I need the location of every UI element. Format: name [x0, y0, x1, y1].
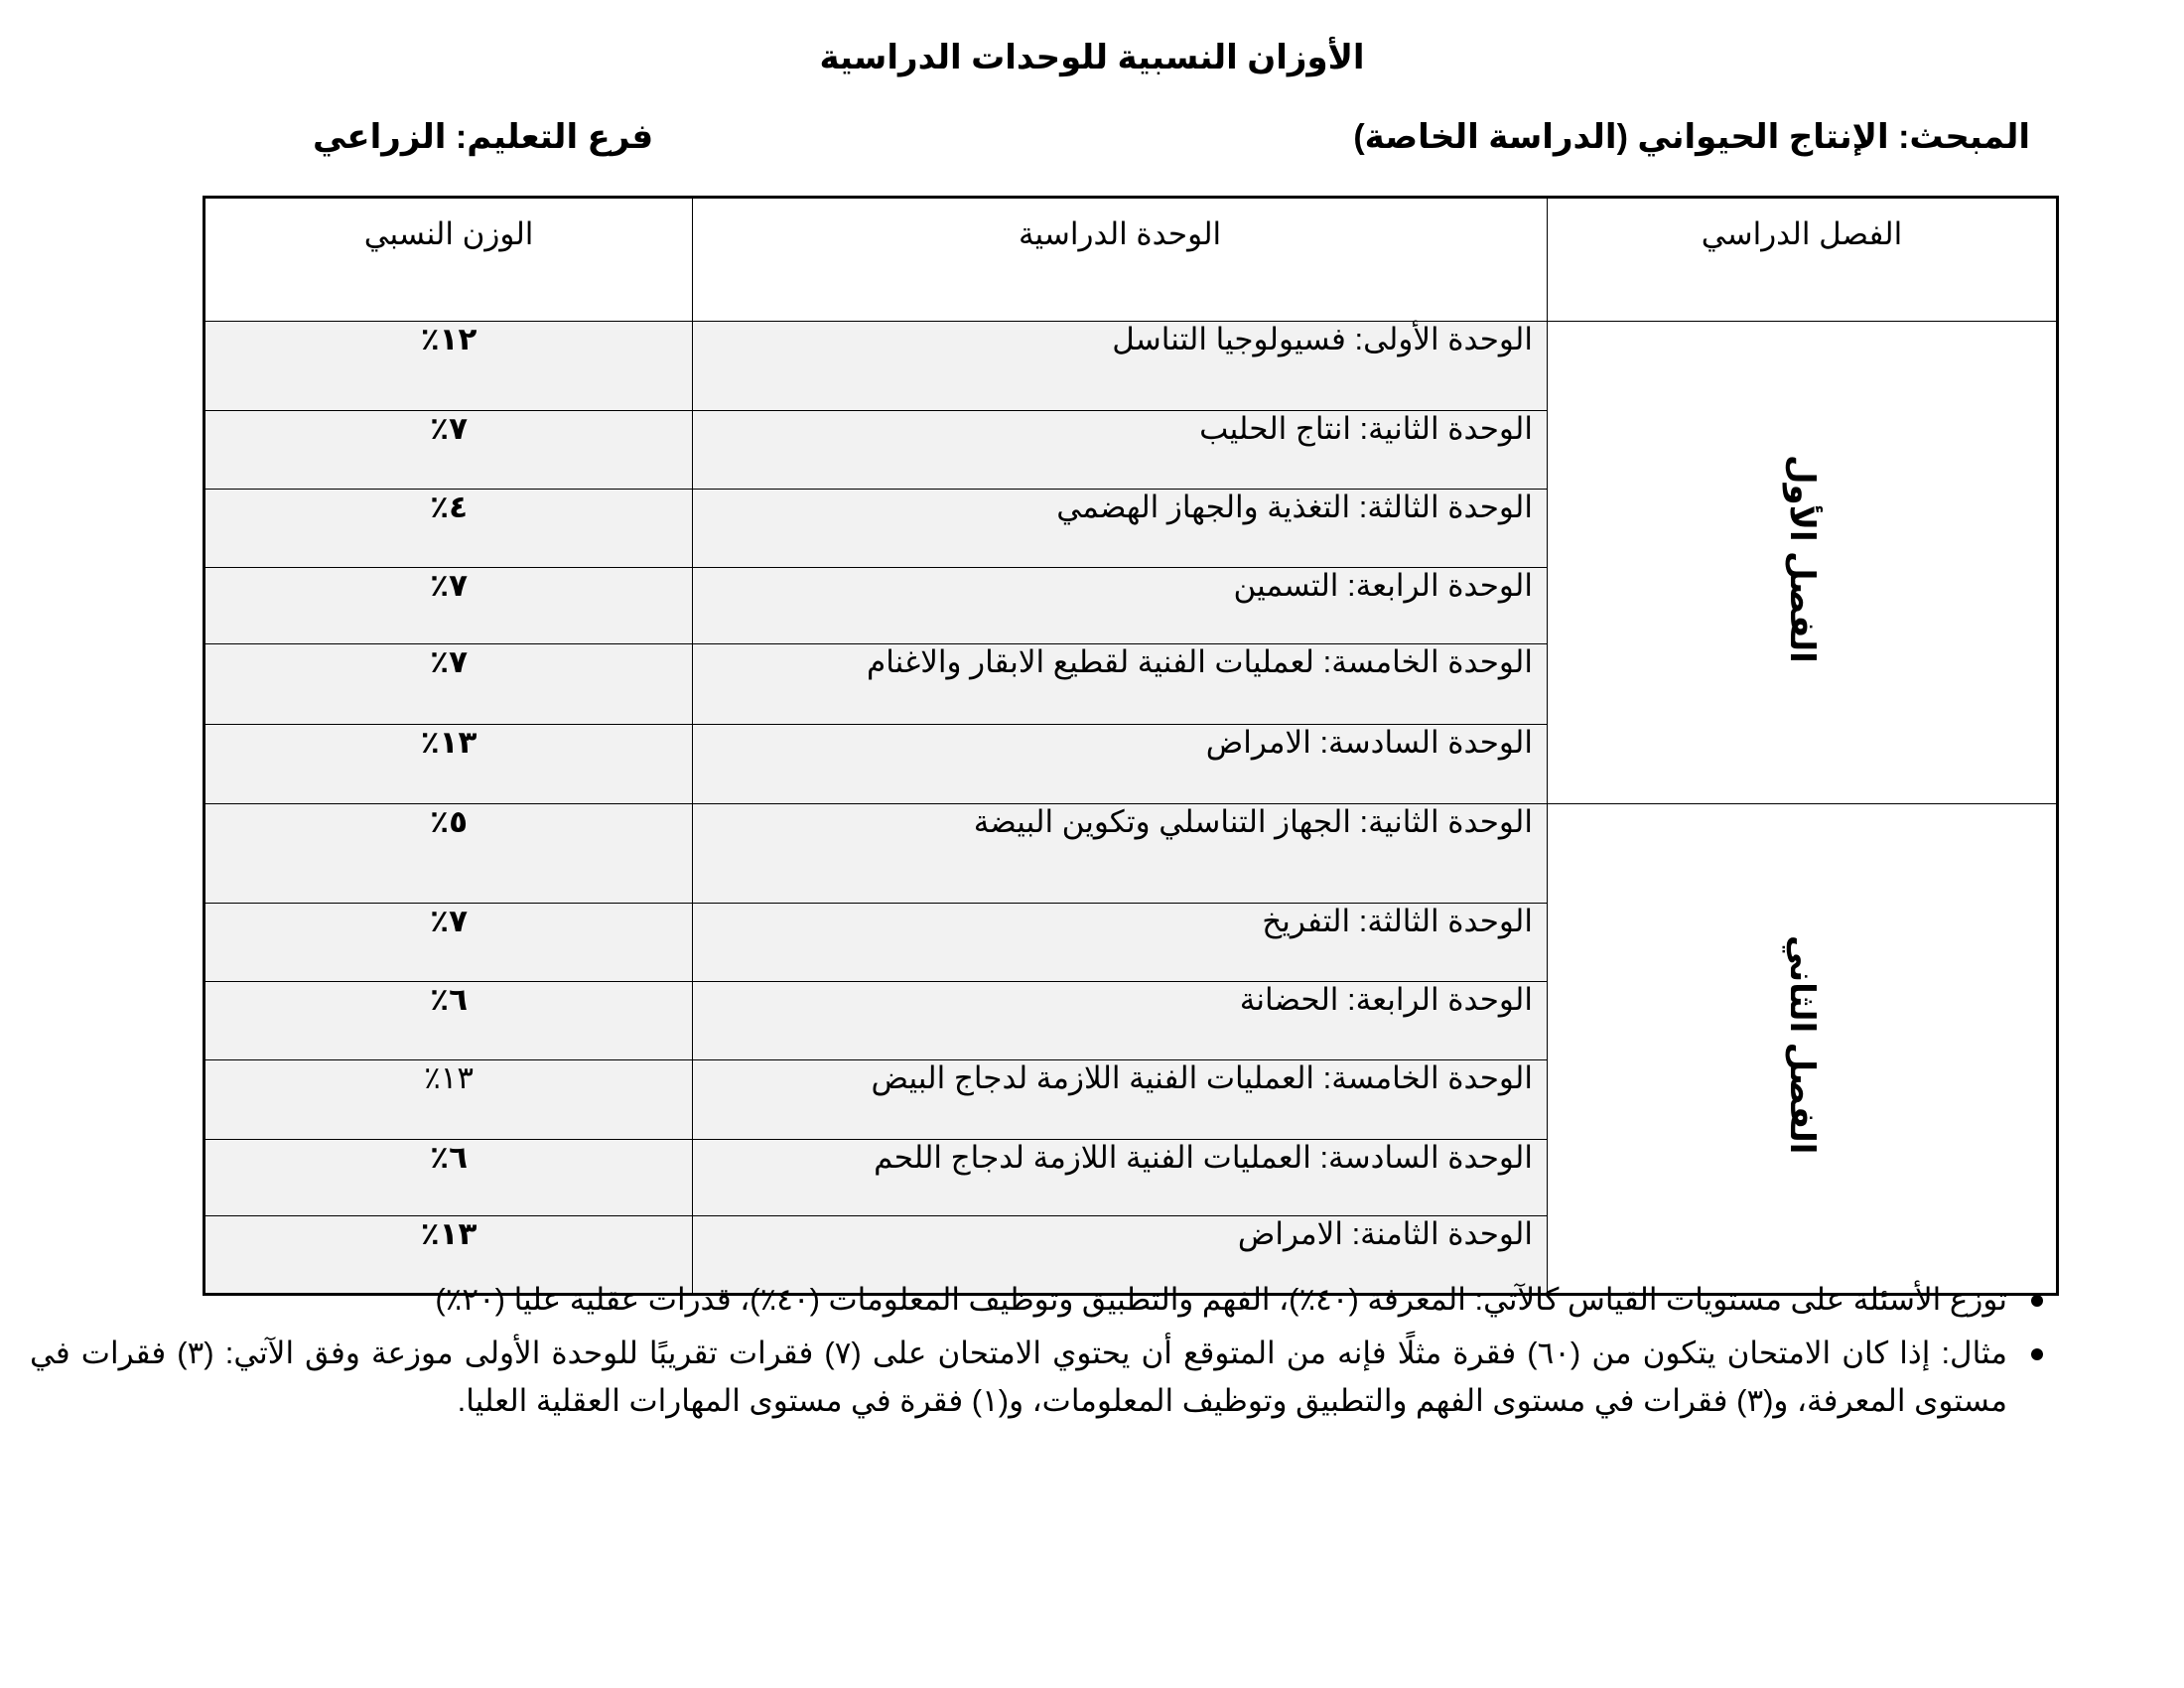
bullet-icon	[2031, 1295, 2043, 1307]
weight-cell: ١٢٪	[205, 322, 693, 411]
weight-cell: ٦٪	[205, 1140, 693, 1216]
note-text: مثال: إذا كان الامتحان يتكون من (٦٠) فقرة مثلًا فإنه من المتوقع أن يحتوي الامتحان على (٧) فقرات تقريبًا للوحدة الأولى موزعة وفق الآتي: (٣) فقرات في مستوى المعرفة، و(٣) فقرات في مستوى الفهم والتطبيق وتوظيف المعلومات، و(١) فقرة في مستوى المهارات العقلية العليا.	[30, 1336, 2007, 1418]
unit-cell: الوحدة الرابعة: الحضانة	[693, 982, 1548, 1060]
table-header-row	[205, 198, 2058, 322]
unit-cell: الوحدة الثالثة: التفريخ	[693, 904, 1548, 982]
weight-cell: ١٣٪	[205, 725, 693, 804]
branch-label: فرع التعليم: الزراعي	[313, 118, 654, 156]
weight-cell: ٧٪	[205, 904, 693, 982]
notes-list	[30, 1276, 2045, 1431]
unit-cell: الوحدة الأولى: فسيولوجيا التناسل	[693, 322, 1548, 411]
term-cell-second	[1547, 804, 2057, 1295]
page-title: الأوزان النسبية للوحدات الدراسية	[819, 39, 1365, 76]
weights-table	[203, 196, 2059, 1296]
note-item	[30, 1276, 2045, 1324]
unit-cell: الوحدة الثانية: الجهاز التناسلي وتكوين البيضة	[693, 804, 1548, 904]
note-item	[30, 1330, 2045, 1425]
subject-label: المبحث: الإنتاج الحيواني (الدراسة الخاصة)	[1353, 118, 2030, 156]
weight-cell: ٦٪	[205, 982, 693, 1060]
weight-cell: ٧٪	[205, 644, 693, 725]
unit-cell: الوحدة الخامسة: لعمليات الفنية لقطيع الابقار والاغنام	[693, 644, 1548, 725]
weight-cell: ١٣٪	[205, 1060, 693, 1140]
weight-cell: ٥٪	[205, 804, 693, 904]
unit-cell: الوحدة الرابعة: التسمين	[693, 568, 1548, 644]
weight-cell: ٧٪	[205, 411, 693, 490]
unit-cell: الوحدة الخامسة: العمليات الفنية اللازمة لدجاج البيض	[693, 1060, 1548, 1140]
table-row	[205, 804, 2058, 904]
column-header-term: الفصل الدراسي	[1547, 198, 2057, 322]
term-cell-first	[1547, 322, 2057, 804]
column-header-weight: الوزن النسبي	[205, 198, 693, 322]
weight-cell: ١٣٪	[205, 1216, 693, 1295]
table-row	[205, 322, 2058, 411]
bullet-icon	[2031, 1348, 2043, 1360]
term-label: الفصل الأول	[1782, 454, 1821, 663]
unit-cell: الوحدة السادسة: العمليات الفنية اللازمة لدجاج اللحم	[693, 1140, 1548, 1216]
unit-cell: الوحدة السادسة: الامراض	[693, 725, 1548, 804]
term-label: الفصل الثاني	[1782, 934, 1821, 1155]
unit-cell: الوحدة الثانية: انتاج الحليب	[693, 411, 1548, 490]
weight-cell: ٧٪	[205, 568, 693, 644]
column-header-unit: الوحدة الدراسية	[693, 198, 1548, 322]
unit-cell: الوحدة الثامنة: الامراض	[693, 1216, 1548, 1295]
note-text: توزع الأسئلة على مستويات القياس كالآتي: المعرفة (٤٠٪)، الفهم والتطبيق وتوظيف المعلومات (٤٠٪)، قدرات عقلية عليا (٢٠٪)	[435, 1282, 2007, 1317]
weight-cell: ٤٪	[205, 490, 693, 568]
unit-cell: الوحدة الثالثة: التغذية والجهاز الهضمي	[693, 490, 1548, 568]
